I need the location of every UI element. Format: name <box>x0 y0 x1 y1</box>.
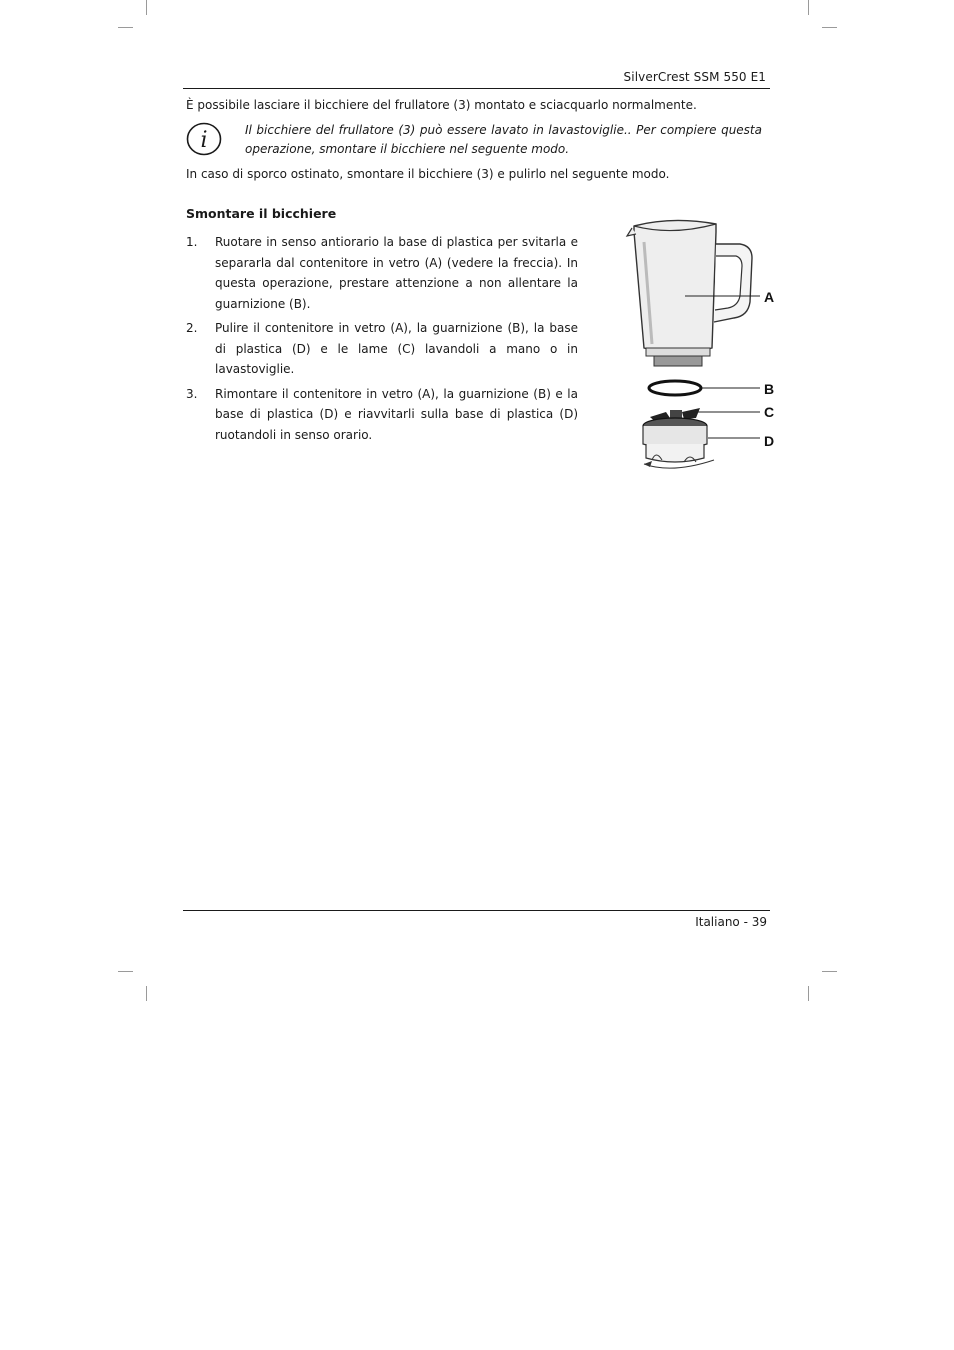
crop-mark <box>118 27 133 28</box>
section-title: Smontare il bicchiere <box>186 206 337 221</box>
crop-mark <box>822 27 837 28</box>
step-number: 1. <box>186 235 198 249</box>
note-text: Il bicchiere del frullatore (3) può essere lavato in lavastoviglie.. Per compiere questa operazione, smontare il bicchiere nel seguente modo. <box>245 123 762 156</box>
step-text: Pulire il contenitore in vetro (A), la guarnizione (B), la base di plastica (D) e le lame (C) lavandoli a mano o in lavastoviglie. <box>215 321 578 376</box>
info-icon <box>186 122 222 156</box>
figure-label-d: D <box>764 433 775 449</box>
figure-label-b: B <box>764 381 775 397</box>
intro-paragraph: È possibile lasciare il bicchiere del frullatore (3) montato e sciacquarlo normalmente. <box>186 98 697 112</box>
list-item <box>186 318 578 380</box>
step-number: 3. <box>186 386 198 401</box>
svg-text:i: i <box>200 128 208 153</box>
list-item <box>186 384 578 446</box>
crop-mark <box>808 0 809 15</box>
header-rule <box>183 88 770 89</box>
list-item <box>186 232 578 314</box>
crop-mark <box>118 971 133 972</box>
step-text: Rimontare il contenitore in vetro (A), la guarnizione (B) e la base di plastica (D) e riavvitarli sulla base di plastica (D) ruotandoli in senso orario. <box>215 386 578 442</box>
step-number: 2. <box>186 321 198 335</box>
steps-list <box>186 232 578 449</box>
crop-mark <box>808 986 809 1001</box>
page-number: Italiano - 39 <box>695 915 767 929</box>
crop-mark <box>146 986 147 1001</box>
figure-label-c: C <box>764 404 775 420</box>
footer-rule <box>183 910 770 911</box>
step-text: Ruotare in senso antiorario la base di plastica per svitarla e separarla dal contenitore in vetro (A) (vedere la freccia). In questa operazione, prestare attenzione a non allentare la guarnizione (B). <box>215 235 578 311</box>
crop-mark <box>822 971 837 972</box>
dirt-paragraph: In caso di sporco ostinato, smontare il bicchiere (3) e pulirlo nel seguente modo. <box>186 167 670 181</box>
header-product: SilverCrest SSM 550 E1 <box>623 70 766 84</box>
blender-diagram <box>622 212 782 474</box>
figure-label-a: A <box>764 289 775 305</box>
crop-mark <box>146 0 147 15</box>
